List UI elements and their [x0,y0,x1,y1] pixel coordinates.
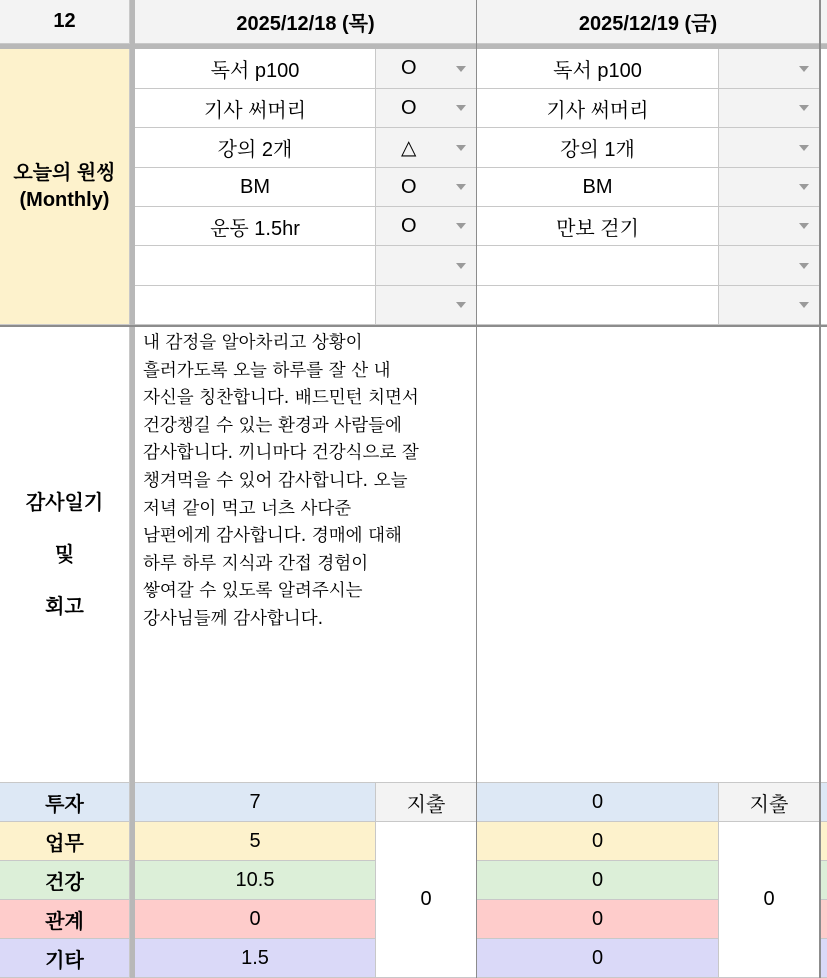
day2-health-cell[interactable] [477,861,719,900]
day2-status-dropdown[interactable] [719,49,820,89]
day2-etc-cell[interactable] [477,939,719,978]
health-label-cell[interactable] [0,861,130,900]
dropdown-arrow-icon[interactable] [456,184,466,190]
day2-task-cell[interactable] [477,49,719,89]
day2-status-dropdown[interactable] [719,246,820,286]
one-thing-sublabel: (Monthly) [19,188,110,211]
amount-value: 1.5 [241,946,269,969]
spend-total: 0 [763,888,775,910]
day1-relation-cell[interactable] [135,900,376,939]
amount-value: 0 [591,907,604,930]
section-divider [0,325,827,327]
day2-status-dropdown[interactable] [719,168,820,207]
status-value: △ [401,137,417,159]
day1-status-dropdown[interactable] [376,89,477,128]
task-text: 강의 1개 [560,139,635,161]
task-text: 만보 걷기 [556,217,639,240]
day2-gratitude-cell[interactable] [477,327,820,783]
day1-invest-cell[interactable] [135,783,376,822]
amount-value: 0 [591,946,604,969]
day1-gratitude-cell[interactable] [135,327,477,783]
day-column-divider [819,0,821,978]
day1-status-dropdown[interactable] [376,286,477,325]
day-column-divider [476,0,477,978]
day2-task-cell[interactable] [477,286,719,325]
amount-value: 0 [591,868,604,891]
status-value: O [401,57,417,79]
day2-status-dropdown[interactable] [719,286,820,325]
next-column-cell [820,783,827,822]
spend-label: 지출 [749,793,789,816]
gratitude-text: 내 감정을 알아차리고 상황이 흘러가도록 오늘 하루를 잘 산 내 자신을 칭찬합니다. 배드민턴 치면서 건강챙길 수 있는 환경과 사람들에 감사합니다. 끼니마다 건강식으로 잘 챙겨먹을 수 있어 감사합니다. 오늘 저녁 같이 먹고 너츠 사다준 남편에게 감사합니다. 경매에 대해 하루 하루 지식과 간접 경험이 쌓여갈 수 있도록 알려주시는 강사님들께 감사합니다. [143,333,419,629]
day2-spend-label-cell[interactable] [719,783,820,822]
amount-value: 0 [249,907,261,930]
category-label: 건강 [45,871,84,894]
day2-task-cell[interactable] [477,207,719,246]
day2-task-cell[interactable] [477,128,719,168]
day2-task-cell[interactable] [477,168,719,207]
task-text: BM [582,175,613,198]
work-label-cell[interactable] [0,822,130,861]
status-value: O [401,96,417,119]
dropdown-arrow-icon[interactable] [799,263,809,269]
gratitude-label: 감사일기 [25,491,104,514]
task-text: 강의 2개 [217,139,293,161]
category-label: 업무 [45,832,84,855]
day1-health-cell[interactable] [135,861,376,900]
day1-task-cell[interactable] [135,286,376,325]
amount-value: 0 [591,790,604,813]
day2-relation-cell[interactable] [477,900,719,939]
day2-work-cell[interactable] [477,822,719,861]
status-value: O [401,175,417,198]
day2-spend-total-cell[interactable] [719,822,820,978]
amount-value: 7 [249,790,261,813]
next-column-cell [820,327,827,783]
day1-task-cell[interactable] [135,49,376,89]
amount-value: 0 [591,829,604,852]
reflection-label: 회고 [45,595,84,618]
day2-status-dropdown[interactable] [719,89,820,128]
category-label: 기타 [45,949,84,972]
invest-label-cell[interactable] [0,783,130,822]
one-thing-label: 오늘의 원씽 [13,161,116,184]
day1-status-dropdown[interactable] [376,207,477,246]
day2-date: 2025/12/19 (금) [578,13,718,35]
category-label: 투자 [45,793,84,816]
dropdown-arrow-icon[interactable] [799,105,809,111]
dropdown-arrow-icon[interactable] [799,302,809,308]
amount-value: 5 [249,829,261,852]
day2-status-dropdown[interactable] [719,128,820,168]
day1-spend-label-cell[interactable] [376,783,477,822]
dropdown-arrow-icon[interactable] [456,66,466,72]
dropdown-arrow-icon[interactable] [799,223,809,229]
task-text: 운동 1.5hr [210,217,300,240]
day2-task-cell[interactable] [477,89,719,128]
dropdown-arrow-icon[interactable] [799,66,809,72]
day1-spend-total-cell[interactable] [376,822,477,978]
day1-task-cell[interactable] [135,128,376,168]
next-column-cell [820,900,827,939]
day2-task-cell[interactable] [477,246,719,286]
gratitude-label-and: 및 [54,543,75,566]
dropdown-arrow-icon[interactable] [799,145,809,151]
spend-label: 지출 [406,793,446,816]
next-header-cell [820,0,827,44]
day2-invest-cell[interactable] [477,783,719,822]
one-thing-label-cell[interactable] [0,49,130,325]
category-label: 관계 [45,910,84,933]
day1-status-dropdown[interactable] [376,246,477,286]
frozen-column-divider[interactable] [130,0,135,978]
task-text: 독서 p100 [210,60,300,82]
spend-total: 0 [420,888,432,910]
dropdown-arrow-icon[interactable] [456,145,466,151]
dropdown-arrow-icon[interactable] [456,105,466,111]
next-column-cell [820,49,827,325]
amount-value: 10.5 [235,868,275,891]
day1-status-dropdown[interactable] [376,168,477,207]
day1-task-cell[interactable] [135,168,376,207]
day1-date: 2025/12/18 (목) [236,13,375,35]
gratitude-label-cell[interactable] [0,327,130,783]
day1-status-dropdown[interactable] [376,128,477,168]
day1-work-cell[interactable] [135,822,376,861]
status-value: O [401,214,417,237]
task-text: BM [240,175,270,198]
day2-status-dropdown[interactable] [719,207,820,246]
next-column-cell [820,822,827,861]
day1-etc-cell[interactable] [135,939,376,978]
day2-header-cell[interactable] [477,0,820,44]
next-column-cell [820,861,827,900]
etc-label-cell[interactable] [0,939,130,978]
dropdown-arrow-icon[interactable] [456,302,466,308]
dropdown-arrow-icon[interactable] [456,263,466,269]
relation-label-cell[interactable] [0,900,130,939]
dropdown-arrow-icon[interactable] [456,223,466,229]
next-column-cell [820,939,827,978]
day1-task-cell[interactable] [135,89,376,128]
task-text: 기사 써머리 [203,99,307,122]
day1-task-cell[interactable] [135,207,376,246]
frozen-row-divider[interactable] [0,44,827,49]
day1-task-cell[interactable] [135,246,376,286]
dropdown-arrow-icon[interactable] [799,184,809,190]
day1-header-cell[interactable] [135,0,477,44]
month-number: 12 [53,10,76,32]
task-text: 기사 써머리 [546,99,649,122]
task-text: 독서 p100 [553,60,642,82]
month-header-cell[interactable] [0,0,130,44]
day1-status-dropdown[interactable] [376,49,477,89]
